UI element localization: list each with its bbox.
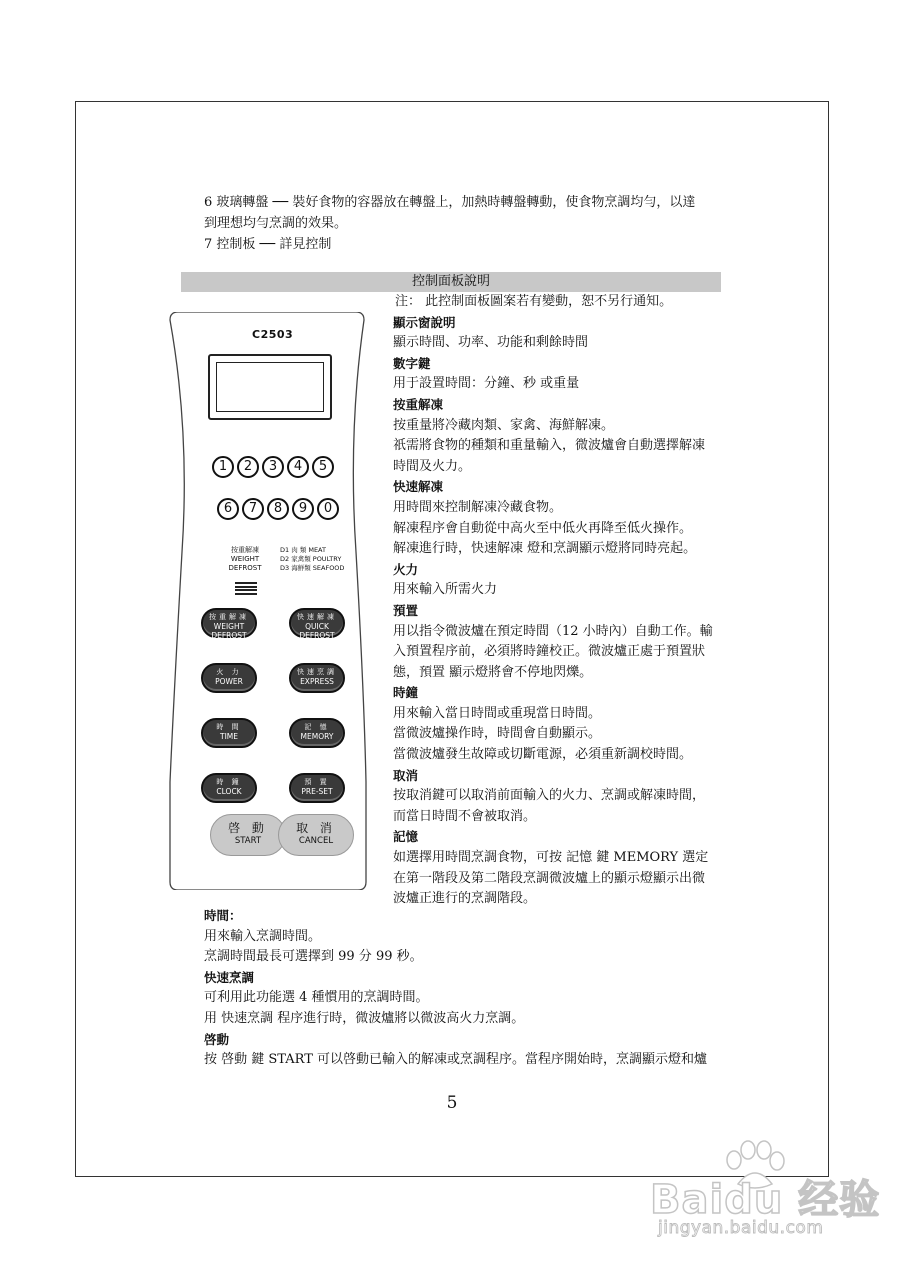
model-number: C2503 xyxy=(252,328,294,341)
button-label-en: MEMORY xyxy=(300,732,334,741)
weight-codes xyxy=(280,546,344,573)
page-number: 5 xyxy=(446,1093,458,1113)
digit-key-2[interactable]: 2 xyxy=(237,456,259,478)
desc-line: 祇需將食物的種類和重量輸入，微波爐會自動選擇解凍 xyxy=(393,438,706,454)
button-label-en: POWER xyxy=(215,677,243,686)
watermark-main: Baidu 经验 xyxy=(650,1177,881,1223)
desc-line: 而當日時間不會被取消。 xyxy=(393,808,537,824)
weight-code: D2 家禽類 POULTRY xyxy=(280,555,342,563)
lower-line: 用 快速烹調 程序進行時，微波爐將以微波高火力烹調。 xyxy=(204,1010,525,1026)
desc-line: 按取消鍵可以取消前面輸入的火力、烹調或解凍時間， xyxy=(393,788,706,804)
lower-line: 烹調時間最長可選擇到 99 分 99 秒。 xyxy=(204,949,423,965)
weight-defrost-button[interactable] xyxy=(201,608,257,638)
desc-line: 用來輸入所需火力 xyxy=(393,582,498,598)
start-button[interactable] xyxy=(210,814,286,856)
desc-line: 解凍進行時，快速解凍 燈和烹調顯示燈將同時亮起。 xyxy=(393,541,697,557)
display-screen xyxy=(216,362,324,412)
digit-key-1[interactable]: 1 xyxy=(212,456,234,478)
digit-row-1 xyxy=(212,456,334,478)
clock-button[interactable] xyxy=(201,773,257,803)
digit-key-9[interactable]: 9 xyxy=(292,498,314,520)
lower-descriptions xyxy=(204,906,744,1071)
desc-heading: 快速解凍 xyxy=(393,479,444,495)
desc-line: 用以指令微波爐在預定時間（12 小時內）自動工作。輸 xyxy=(393,623,713,639)
cancel-button[interactable] xyxy=(278,814,354,856)
cancel-label-en: CANCEL xyxy=(298,836,334,846)
weight-code: D3 海鮮類 SEAFOOD xyxy=(280,564,345,572)
desc-line: 用于設置時間：分鐘、秒 或重量 xyxy=(393,376,580,392)
button-label-zh: 預 置 xyxy=(304,778,330,786)
button-label-zh: 快速烹調 xyxy=(297,668,337,676)
cancel-label-zh: 取 消 xyxy=(296,821,336,835)
digit-key-5[interactable]: 5 xyxy=(312,456,334,478)
button-label-zh: 按重解凍 xyxy=(209,613,249,621)
button-label-zh: 時 間 xyxy=(216,723,242,731)
desc-heading: 記憶 xyxy=(393,829,419,845)
lower-line: 按 啓動 鍵 START 可以啓動已輸入的解凍或烹調程序。當程序開始時，烹調顯示燈和爐 xyxy=(204,1052,708,1068)
digit-key-6[interactable]: 6 xyxy=(217,498,239,520)
digit-key-8[interactable]: 8 xyxy=(267,498,289,520)
desc-heading: 取消 xyxy=(393,767,419,783)
button-label-en: EXPRESS xyxy=(300,677,334,686)
desc-line: 當微波爐發生故障或切斷電源，必須重新調校時間。 xyxy=(393,747,693,763)
start-label-zh: 啓 動 xyxy=(228,821,268,835)
lower-heading: 時間： xyxy=(204,908,242,923)
button-label-en: TIME xyxy=(219,732,238,741)
button-label-zh: 時 鐘 xyxy=(216,778,242,786)
desc-line: 如選擇用時間烹調食物，可按 記憶 鍵 MEMORY 選定 xyxy=(393,850,709,866)
intro-line: 6 玻璃轉盤 ── 裝好食物的容器放在轉盤上，加熱時轉盤轉動，使食物烹調均勻，以達 xyxy=(204,195,696,210)
digit-row-2 xyxy=(217,498,339,520)
desc-heading: 數字鍵 xyxy=(393,355,431,371)
desc-line: 波爐正進行的烹調階段。 xyxy=(393,891,537,907)
memory-button[interactable] xyxy=(289,718,345,748)
button-label-zh: 火 力 xyxy=(216,668,242,676)
section-title: 控制面板說明 xyxy=(181,272,721,292)
desc-line: 按重量將冷藏肉類、家禽、海鮮解凍。 xyxy=(393,417,615,433)
express-button[interactable] xyxy=(289,663,345,693)
start-label-en: START xyxy=(234,836,262,846)
intro-text xyxy=(204,192,724,255)
power-button[interactable] xyxy=(201,663,257,693)
control-panel xyxy=(168,312,368,890)
lower-heading: 啓動 xyxy=(204,1031,230,1047)
lower-line: 可利用此功能選 4 種慣用的烹調時間。 xyxy=(204,990,429,1006)
digit-key-4[interactable]: 4 xyxy=(287,456,309,478)
desc-heading: 按重解凍 xyxy=(393,396,444,412)
time-button[interactable] xyxy=(201,718,257,748)
digit-key-0[interactable]: 0 xyxy=(317,498,339,520)
lower-heading: 快速烹調 xyxy=(204,969,255,985)
button-label-en: WEIGHT DEFROST xyxy=(211,622,247,640)
desc-line: 入預置程序前，必須將時鐘校正。微波爐正處于預置狀 xyxy=(393,644,706,660)
desc-line: 注： 此控制面板圖案若有變動，恕不另行通知。 xyxy=(395,294,673,309)
desc-line: 顯示時間、功率、功能和剩餘時間 xyxy=(393,335,589,351)
quick-defrost-button[interactable] xyxy=(289,608,345,638)
weight-label-en: DEFROST xyxy=(228,564,262,572)
indicator-bars-icon xyxy=(235,582,257,596)
button-label-zh: 快速解凍 xyxy=(297,613,337,621)
display-window xyxy=(208,354,332,420)
digit-key-7[interactable]: 7 xyxy=(242,498,264,520)
desc-heading: 時鐘 xyxy=(393,685,419,701)
baidu-watermark xyxy=(640,1140,890,1250)
pre-set-button[interactable] xyxy=(289,773,345,803)
button-label-en: QUICK DEFROST xyxy=(299,622,335,640)
button-label-en: PRE-SET xyxy=(301,787,333,796)
start-cancel-group xyxy=(210,814,352,856)
lower-line: 用來輸入烹調時間。 xyxy=(204,928,322,944)
desc-line: 解凍程序會自動從中高火至中低火再降至低火操作。 xyxy=(393,520,693,536)
watermark-url: jingyan.baidu.com xyxy=(658,1218,824,1238)
desc-heading: 顯示窗說明 xyxy=(393,314,456,330)
weight-label-en: WEIGHT xyxy=(230,555,260,563)
weight-label-zh: 按重解凍 xyxy=(231,546,259,554)
intro-line: 7 控制板 ── 詳見控制 xyxy=(204,237,332,252)
desc-line: 當微波爐操作時，時間會自動顯示。 xyxy=(393,726,602,742)
desc-line: 時間及火力。 xyxy=(393,458,472,474)
desc-heading: 預置 xyxy=(393,602,419,618)
desc-line: 態，預置 顯示燈將會不停地閃爍。 xyxy=(393,664,593,680)
desc-line: 用時間來控制解凍冷藏食物。 xyxy=(393,499,563,515)
desc-heading: 火力 xyxy=(393,561,419,577)
control-descriptions xyxy=(393,292,725,910)
desc-line: 用來輸入當日時間或重現當日時間。 xyxy=(393,705,602,721)
desc-line: 在第一階段及第二階段烹調微波爐上的顯示燈顯示出微 xyxy=(393,870,706,886)
digit-key-3[interactable]: 3 xyxy=(262,456,284,478)
intro-line: 到理想均勻烹調的效果。 xyxy=(204,216,348,231)
weight-code: D1 肉 類 MEAT xyxy=(280,546,326,554)
weight-defrost-label xyxy=(220,546,270,573)
button-label-en: CLOCK xyxy=(216,787,242,796)
button-label-zh: 記 憶 xyxy=(304,723,330,731)
